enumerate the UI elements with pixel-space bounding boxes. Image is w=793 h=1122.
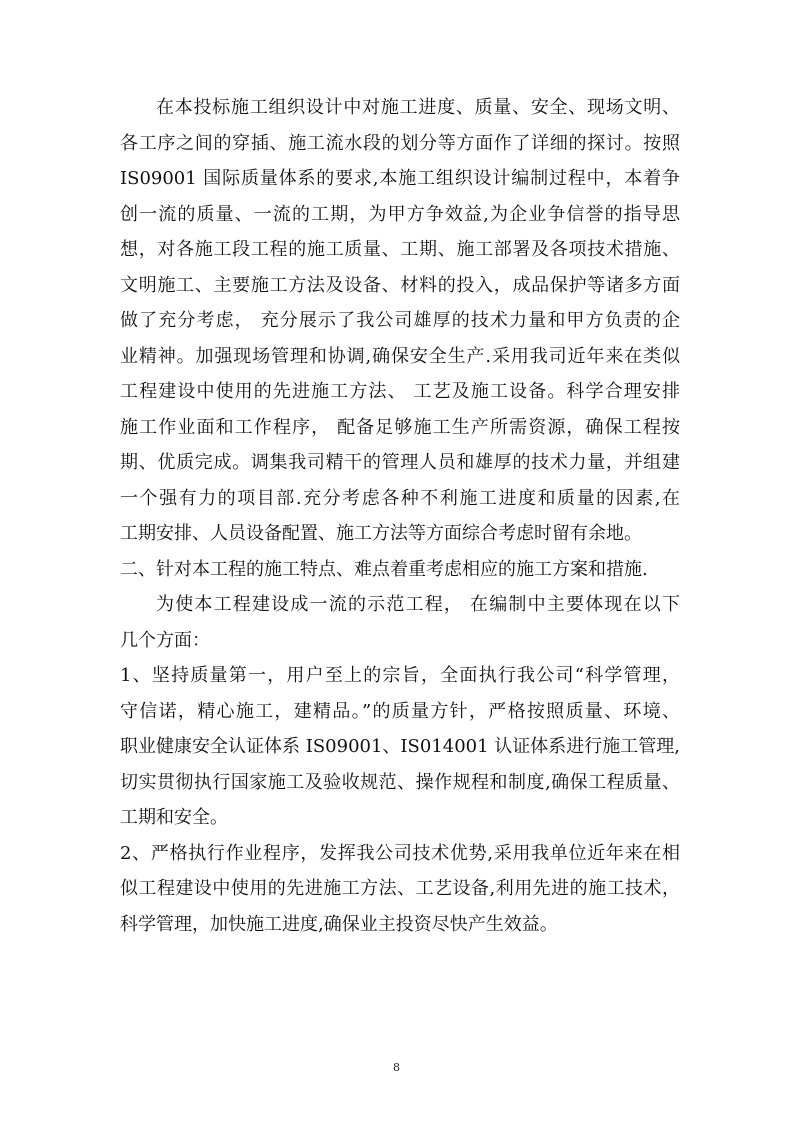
list-item-line: 科学管理，加快施工进度,确保业主投资尽快产生效益。 <box>120 913 558 935</box>
list-item-line: 2、严格执行作业程序，发挥我公司技术优势,采用我单位近年来在相 <box>120 842 680 864</box>
paragraph-line: IS09001 国际质量体系的要求,本施工组织设计编制过程中，本着争 <box>120 168 680 189</box>
paragraph-line: 为使本工程建设成一流的示范工程， 在编制中主要体现在以下 <box>156 594 680 615</box>
paragraph-line: 在本投标施工组织设计中对施工进度、质量、安全、现场文明、 <box>156 97 680 118</box>
page-number: 8 <box>393 1061 400 1074</box>
list-item-line: 工期和安全。 <box>120 807 228 828</box>
paragraph-line: 业精神。加强现场管理和协调,确保安全生产.采用我司近年来在类似 <box>120 345 680 367</box>
paragraph-line: 施工作业面和工作程序， 配备足够施工生产所需资源，确保工程按 <box>120 416 680 438</box>
body-text <box>120 90 680 942</box>
paragraph-line: 一个强有力的项目部.充分考虑各种不利施工进度和质量的因素,在 <box>120 487 680 509</box>
paragraph-line: 想，对各施工段工程的施工质量、工期、施工部署及各项技术措施、 <box>120 239 680 260</box>
paragraph-line: 做了充分考虑， 充分展示了我公司雄厚的技术力量和甲方负责的企 <box>120 310 680 331</box>
list-item-line: 似工程建设中使用的先进施工方法、工艺设备,利用先进的施工技术， <box>120 878 680 899</box>
paragraph-line: 工期安排、人员设备配置、施工方法等方面综合考虑时留有余地。 <box>120 523 642 544</box>
list-item-line: 职业健康安全认证体系 IS09001、IS014001 认证体系进行施工管理, <box>120 736 680 757</box>
paragraph-line: 几个方面： <box>120 629 210 651</box>
section-heading: 二、针对本工程的施工特点、难点着重考虑相应的施工方案和措施. <box>120 558 648 580</box>
paragraph-line: 各工序之间的穿插、施工流水段的划分等方面作了详细的探讨。按照 <box>120 132 680 154</box>
paragraph-line: 文明施工、主要施工方法及设备、材料的投入，成品保护等诸多方面 <box>120 274 680 296</box>
list-item-line: 切实贯彻执行国家施工及验收规范、操作规程和制度,确保工程质量、 <box>120 771 680 793</box>
paragraph-line: 创一流的质量、一流的工期，为甲方争效益,为企业争信誉的指导思 <box>120 203 680 225</box>
list-item-line: 守信诺，精心施工，建精品。”的质量方针，严格按照质量、环境、 <box>120 700 680 722</box>
paragraph-line: 期、优质完成。调集我司精干的管理人员和雄厚的技术力量，并组建 <box>120 452 680 473</box>
paragraph-line: 工程建设中使用的先进施工方法、 工艺及施工设备。科学合理安排 <box>120 381 680 402</box>
list-item-line: 1、坚持质量第一，用户至上的宗旨，全面执行我公司“科学管理， <box>120 665 680 686</box>
